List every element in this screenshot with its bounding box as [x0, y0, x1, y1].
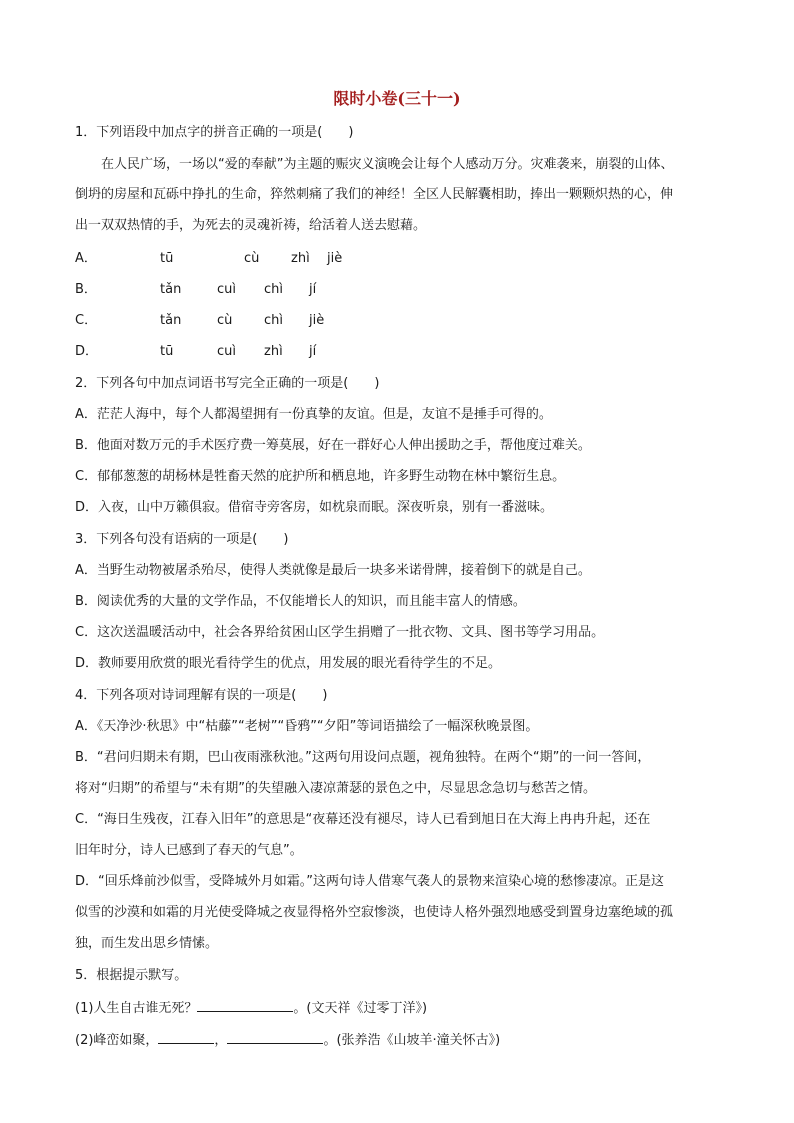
- pinyin-3: chì: [264, 313, 283, 328]
- answer-blank[interactable]: [227, 1031, 323, 1044]
- question-5-stem: 5．根据提示默写。: [75, 968, 188, 983]
- passage-line-1: 在人民广场，一场以“爱的奉献”为主题的赈灾义演晚会让每个人感动万分。灾难袭来，崩裂的山体、: [101, 157, 674, 172]
- pinyin-3: zhì: [291, 251, 310, 266]
- q5-item-1-suffix: 。(文天祥《过零丁洋》): [293, 1001, 428, 1016]
- q2-option-d: D．入夜，山中万籁俱寂。借宿寺旁客房，如枕泉而眠。深夜听泉，别有一番滋味。: [75, 500, 554, 515]
- q4-option-c-line-1: C．“海日生残夜，江春入旧年”的意思是“夜幕还没有褪尽，诗人已看到旭日在大海上冉冉升起，还在: [75, 812, 651, 827]
- q5-item-1: [75, 999, 427, 1017]
- q3-option-c: C．这次送温暖活动中，社会各界给贫困山区学生捐赠了一批衣物、文具、图书等学习用品。: [75, 625, 605, 640]
- pinyin-1: tǎn: [160, 282, 182, 297]
- q1-option-c: [75, 313, 324, 329]
- pinyin-4: jiè: [309, 313, 325, 328]
- q1-option-a: [75, 251, 342, 267]
- q5-item-2-mid: ，: [214, 1033, 228, 1048]
- answer-blank[interactable]: [197, 999, 293, 1012]
- q4-option-b-line-1: B．“君问归期未有期，巴山夜雨涨秋池。”这两句用设问点题，视角独特。在两个“期”的一问一答间，: [75, 750, 651, 765]
- option-label: B．: [75, 282, 97, 297]
- question-3-stem: 3．下列各句没有语病的一项是( ): [75, 532, 289, 547]
- pinyin-4: jí: [309, 282, 317, 297]
- q3-option-a: A．当野生动物被屠杀殆尽，使得人类就像是最后一块多米诺骨牌，接着倒下的就是自己。: [75, 563, 591, 578]
- pinyin-2: cù: [217, 313, 233, 328]
- q4-option-a: A．《天净沙·秋思》中“枯藤”“老树”“昏鸦”“夕阳”等词语描绘了一幅深秋晚景图。: [75, 719, 539, 734]
- q5-item-1-prefix: (1)人生自古谁无死？: [75, 1001, 198, 1016]
- pinyin-2: cù: [244, 251, 260, 266]
- q2-option-b: B．他面对数万元的手术医疗费一筹莫展，好在一群好心人伸出援助之手，帮他度过难关。: [75, 438, 591, 453]
- q4-option-b-line-2: 将对“归期”的希望与“未有期”的失望融入凄凉萧瑟的景色之中，尽显思念急切与愁苦之情。: [75, 781, 596, 796]
- question-4-stem: 4．下列各项对诗词理解有误的一项是( ): [75, 688, 328, 703]
- pinyin-4: jiè: [327, 251, 343, 266]
- pinyin-3: chì: [264, 282, 283, 297]
- passage-line-2: 倒坍的房屋和瓦砾中挣扎的生命，猝然刺痛了我们的神经！全区人民解囊相助，捧出一颗颗炽热的心，伸: [75, 187, 674, 202]
- q2-option-c: C．郁郁葱葱的胡杨林是牲畜天然的庇护所和栖息地，许多野生动物在林中繁衍生息。: [75, 469, 566, 484]
- q1-option-b: [75, 282, 316, 298]
- q4-option-d-line-1: D．“回乐烽前沙似雪，受降城外月如霜。”这两句诗人借寒气袭人的景物来渲染心境的愁惨凄凉。正是这: [75, 874, 664, 889]
- pinyin-1: tǎn: [160, 313, 182, 328]
- pinyin-2: cuì: [217, 344, 236, 359]
- option-label: A．: [75, 251, 97, 266]
- q3-option-b: B．阅读优秀的大量的文学作品，不仅能增长人的知识，而且能丰富人的情感。: [75, 594, 526, 609]
- pinyin-1: tū: [160, 344, 174, 359]
- pinyin-1: tū: [160, 251, 174, 266]
- pinyin-2: cuì: [217, 282, 236, 297]
- q1-option-d: [75, 344, 316, 360]
- q3-option-d: D．教师要用欣赏的眼光看待学生的优点，用发展的眼光看待学生的不足。: [75, 656, 502, 671]
- page-title: 限时小卷(三十一): [333, 89, 461, 108]
- q5-item-2-suffix: 。(张养浩《山坡羊·潼关怀古》): [323, 1033, 501, 1048]
- q5-item-2-prefix: (2)峰峦如聚，: [75, 1033, 159, 1048]
- q4-option-c-line-2: 旧年时分，诗人已感到了春天的气息”。: [75, 843, 303, 858]
- option-label: D．: [75, 344, 99, 359]
- q5-item-2: [75, 1031, 500, 1049]
- question-1-stem: 1．下列语段中加点字的拼音正确的一项是( ): [75, 125, 354, 140]
- answer-blank[interactable]: [158, 1031, 214, 1044]
- q2-option-a: A．茫茫人海中，每个人都渴望拥有一份真挚的友谊。但是，友谊不是捶手可得的。: [75, 407, 552, 422]
- passage-line-3: 出一双双热情的手，为死去的灵魂祈祷，给活着人送去慰藉。: [75, 218, 427, 233]
- question-2-stem: 2．下列各句中加点词语书写完全正确的一项是( ): [75, 376, 380, 391]
- option-label: C．: [75, 313, 98, 328]
- q4-option-d-line-3: 独，而生发出思乡情愫。: [75, 936, 219, 951]
- pinyin-4: jí: [309, 344, 317, 359]
- q4-option-d-line-2: 似雪的沙漠和如霜的月光使受降城之夜显得格外空寂惨淡，也使诗人格外强烈地感受到置身边塞绝域的孤: [75, 905, 674, 920]
- pinyin-3: zhì: [264, 344, 283, 359]
